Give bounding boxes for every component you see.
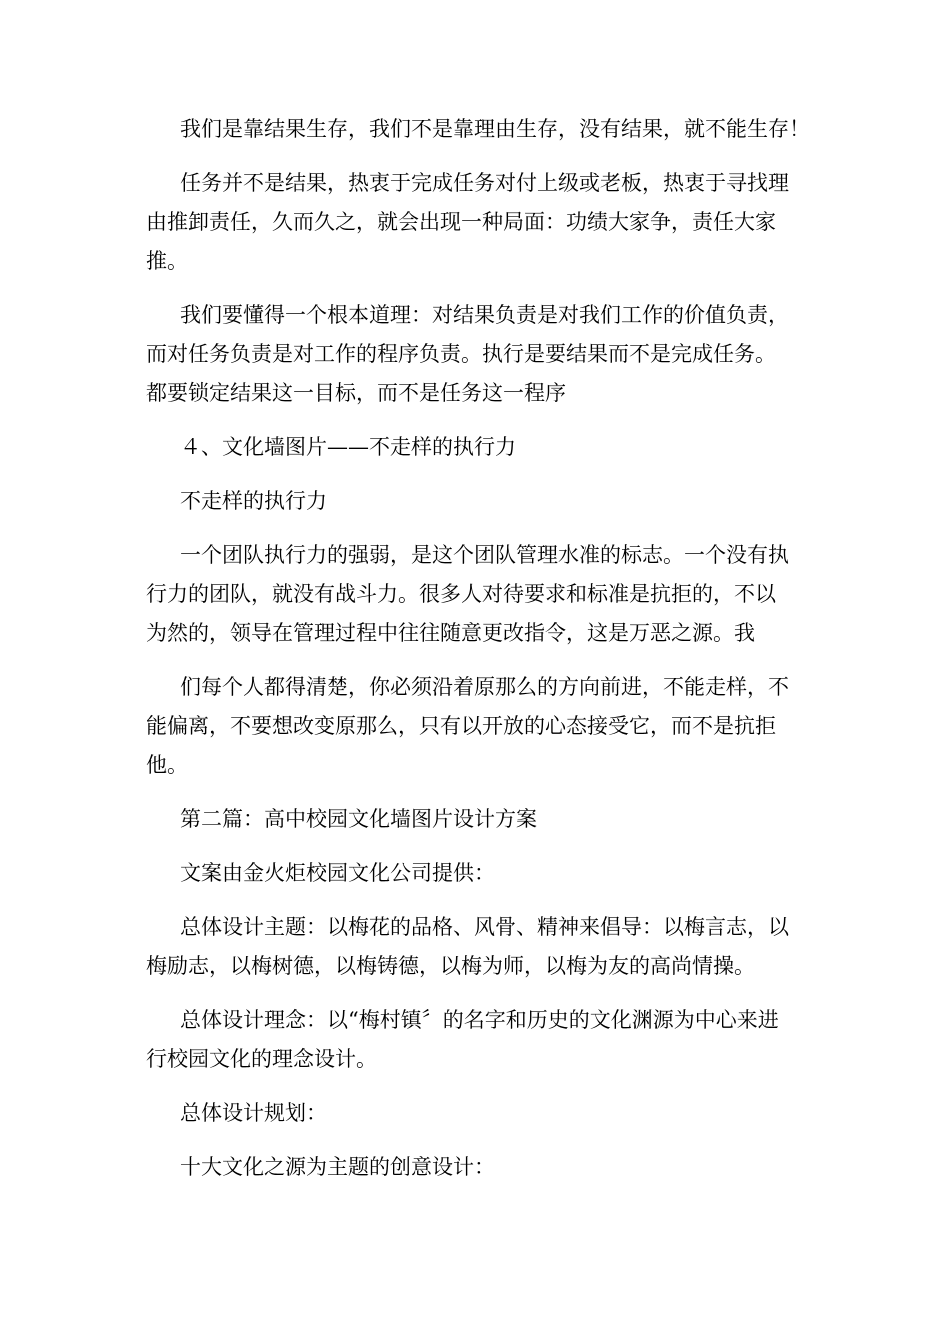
paragraph-line: 而对任务负责是对工作的程序负责。执行是要结果而不是完成任务。	[146, 342, 776, 366]
paragraph-line: 梅励志，以梅树德，以梅铸德，以梅为师，以梅为友的高尚情操。	[146, 954, 755, 978]
paragraph-line: 任务并不是结果，热衷于完成任务对付上级或老板，热衷于寻找理	[180, 171, 789, 195]
paragraph-line: 我们是靠结果生存，我们不是靠理由生存，没有结果，就不能生存！	[180, 117, 810, 141]
paragraph-line: 由推卸责任，久而久之，就会出现一种局面：功绩大家争，责任大家	[146, 210, 776, 234]
paragraph-line: 行校园文化的理念设计。	[146, 1047, 377, 1071]
paragraph-line: 一个团队执行力的强弱，是这个团队管理水准的标志。一个没有执	[180, 543, 789, 567]
paragraph-line: 总体设计主题：以梅花的品格、风骨、精神来倡导：以梅言志，以	[180, 915, 789, 939]
paragraph-line: 十大文化之源为主题的创意设计：	[180, 1155, 495, 1179]
chapter-title: 第二篇：高中校园文化墙图片设计方案	[180, 807, 537, 831]
paragraph-line: 总体设计规划：	[180, 1101, 327, 1125]
paragraph-line: 总体设计理念：以“梅村镇〞的名字和历史的文化渊源为中心来进	[180, 1008, 779, 1032]
paragraph-line: 文案由金火炬校园文化公司提供：	[180, 861, 495, 885]
paragraph-line: 为然的，领导在管理过程中往往随意更改指令，这是万恶之源。我	[146, 621, 755, 645]
paragraph-line: 我们要懂得一个根本道理：对结果负责是对我们工作的价值负责，	[180, 303, 789, 327]
paragraph-line: 们每个人都得清楚，你必须沿着原那么的方向前进，不能走样，不	[180, 675, 789, 699]
paragraph-line: 他。	[146, 753, 188, 777]
paragraph-line: 都要锁定结果这一目标，而不是任务这一程序	[146, 381, 566, 405]
section-heading: ４、文化墙图片——不走样的执行力	[180, 435, 516, 459]
subheading: 不走样的执行力	[180, 489, 327, 513]
paragraph-line: 推。	[146, 249, 188, 273]
paragraph-line: 行力的团队，就没有战斗力。很多人对待要求和标准是抗拒的，不以	[146, 582, 776, 606]
paragraph-line: 能偏离，不要想改变原那么，只有以开放的心态接受它，而不是抗拒	[146, 714, 776, 738]
